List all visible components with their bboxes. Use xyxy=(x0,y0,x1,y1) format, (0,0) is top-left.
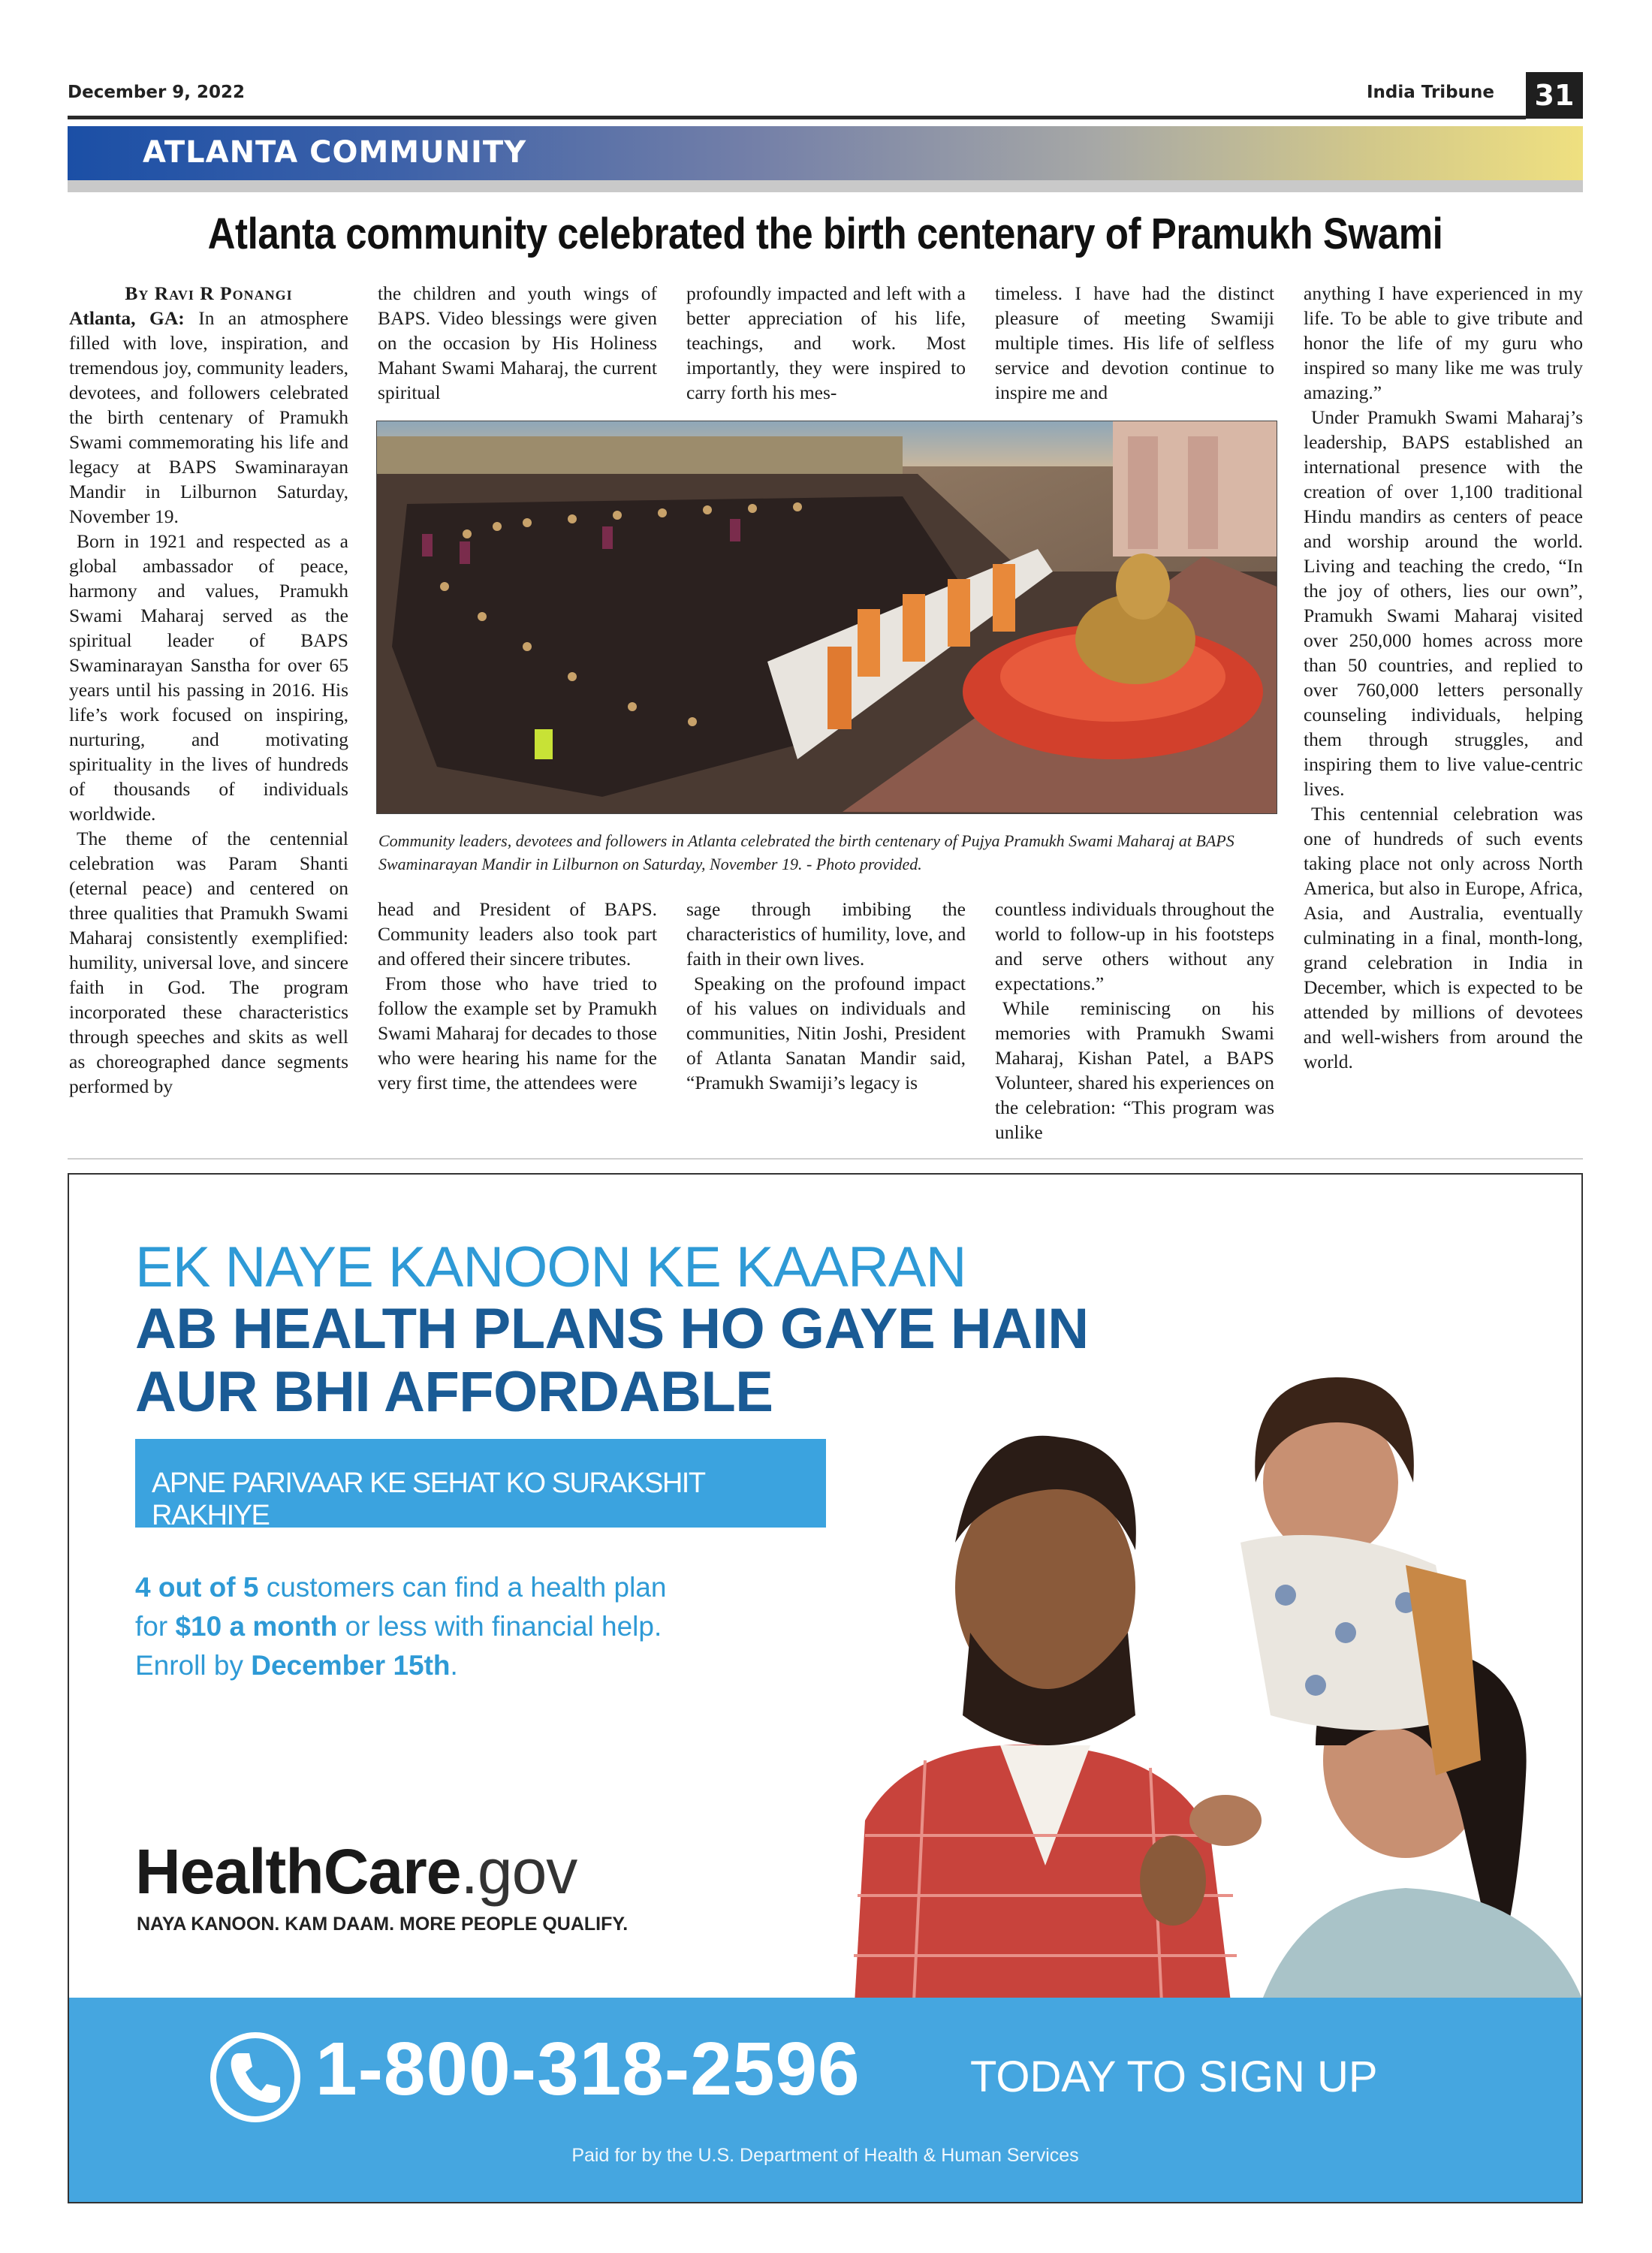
page-number: 31 xyxy=(1526,72,1583,119)
ad-call-bar xyxy=(69,1998,1581,2203)
publication-name: India Tribune xyxy=(1366,83,1494,102)
article-column-2-bottom xyxy=(378,897,657,1095)
ad-headline-line-3: AUR BHI AFFORDABLE xyxy=(135,1360,773,1424)
section-title: ATLANTA COMMUNITY xyxy=(143,135,527,170)
event-photo-illustration xyxy=(377,421,1277,813)
stat-text: Enroll by xyxy=(135,1650,252,1681)
article-column-3-bottom xyxy=(686,897,966,1095)
paragraph: While reminiscing on his memories with Pramukh Swami Maharaj, Kishan Patel, a BAPS Volunteer, shared his experiences on the celebration: “This program was unlike xyxy=(995,997,1274,1143)
paragraph: This centennial celebration was one of hundreds of such events taking place not only across North America, but also in Europe, Africa, Asia, and Australia, eventually culminating in a final, month-long, grand celebration in India in December, which is expected to be attended by millions of devotees and well-wishers from around the world. xyxy=(1304,803,1583,1072)
ad-subheadline-strip xyxy=(135,1439,826,1531)
paragraph: Under Pramukh Swami Maharaj’s leadership, BAPS established an international presence with the creation of over 1,100 traditional Hindu mandirs as centers of peace and worship around the world. Living and teaching the credo, “In the joy of others, lies our own”, Pramukh Swami Maharaj visited over 250,000 homes across more than 50 countries, and replied to over 760,000 letters personally counseling individuals, helping them through struggles, and inspiring them to live value-centric lives. xyxy=(1304,406,1583,800)
paragraph-text: In an atmosphere filled with love, inspiration, and tremendous joy, community leaders, devotees, and followers celebrated the birth centenary of Pramukh Swami commemorating his life and legacy at BAPS Swaminarayan Mandir in Lilburnon Saturday, November 19. xyxy=(69,307,348,527)
paragraph: sage through imbibing the characteristics of humility, love, and faith in their own lives. xyxy=(686,898,966,970)
byline: By Ravi R Ponangi xyxy=(125,282,293,304)
article-column-1 xyxy=(69,281,348,1099)
paragraph: anything I have experienced in my life. To be able to give tribute and honor the life of my guru who inspired so many like me was truly amazing.” xyxy=(1304,282,1583,403)
stat-highlight: December 15th xyxy=(251,1650,451,1681)
paragraph: countless individuals throughout the world to follow-up in his footsteps and serve others without any expectations.” xyxy=(995,898,1274,994)
logo-gov: .gov xyxy=(460,1836,577,1907)
article-column-4-bottom xyxy=(995,897,1274,1145)
article-column-5 xyxy=(1304,281,1583,1074)
stat-highlight: 4 out of 5 xyxy=(135,1572,259,1603)
paragraph: timeless. I have had the distinct pleasure of meeting Swamiji multiple times. His life of selfless service and devotion continue to inspire me and xyxy=(995,282,1274,403)
logo-care: Care xyxy=(323,1836,461,1907)
ad-headline-line-1: EK NAYE KANOON KE KAARAN xyxy=(135,1235,966,1299)
paragraph: From those who have tried to follow the example set by Pramukh Swami Maharaj for decades to those who were hearing his name for the very first time, the attendees were xyxy=(378,973,657,1093)
dateline: Atlanta, GA: xyxy=(69,307,185,329)
stat-text: for xyxy=(135,1611,176,1642)
ad-stats-text xyxy=(135,1568,666,1685)
article-headline: Atlanta community celebrated the birth centenary of Pramukh Swami xyxy=(207,210,1443,258)
ad-tagline: NAYA KANOON. KAM DAAM. MORE PEOPLE QUALIFY. xyxy=(137,1914,629,1935)
photo-caption: Community leaders, devotees and followers in Atlanta celebrated the birth centenary of Pujya Pramukh Swami Maharaj at BAPS Swaminarayan Mandir in Lilburnon on Saturday, November 19. - Photo provided. xyxy=(378,831,1234,873)
article-column-3-top xyxy=(686,281,966,405)
paragraph: Born in 1921 and respected as a global ambassador of peace, harmony and values, Pramukh Swami Maharaj served as the spiritual leader of BAPS Swaminarayan Sanstha for over 65 years until his passing in 2016. His life’s work focused on inspiring, nurturing, and motivating spirituality in the lives of hundreds of thousands of individuals worldwide. xyxy=(69,530,348,825)
section-band-shadow xyxy=(68,180,1583,192)
stat-highlight: $10 a month xyxy=(175,1611,338,1642)
paragraph: head and President of BAPS. Community leaders also took part and offered their sincere tributes. xyxy=(378,898,657,970)
paragraph: Speaking on the profound impact of his values on individuals and communities, Nitin Joshi, President of Atlanta Sanatan Mandir said, “Pramukh Swamiji’s legacy is xyxy=(686,973,966,1093)
section-separator xyxy=(68,1158,1583,1160)
ad-subheadline: APNE PARIVAAR KE SEHAT KO SURAKSHIT RAKHIYE xyxy=(152,1467,704,1531)
paragraph: profoundly impacted and left with a better appreciation of his life, teachings, and work. Most importantly, they were inspired to carry forth his mes- xyxy=(686,282,966,403)
paragraph xyxy=(69,306,348,529)
logo-health: Health xyxy=(135,1836,324,1907)
article-column-2-top xyxy=(378,281,657,405)
event-photo xyxy=(376,421,1277,814)
header-rule xyxy=(68,116,1526,119)
issue-date: December 9, 2022 xyxy=(68,83,246,102)
stat-text: customers can find a health plan xyxy=(258,1572,667,1603)
healthcare-gov-logo xyxy=(135,1835,577,1908)
stat-text: . xyxy=(450,1650,458,1681)
paragraph: the children and youth wings of BAPS. Video blessings were given on the occasion by His Holiness Mahant Swami Maharaj, the current spiritual xyxy=(378,282,657,403)
stat-text: or less with financial help. xyxy=(337,1611,662,1642)
family-photo-illustration xyxy=(820,1295,1583,2082)
healthcare-advertisement xyxy=(68,1173,1583,2203)
article-column-4-top xyxy=(995,281,1274,405)
section-band xyxy=(68,126,1583,180)
ad-headline-line-2: AB HEALTH PLANS HO GAYE HAIN xyxy=(135,1297,1089,1361)
phone-number[interactable]: 1-800-318-2596 xyxy=(315,2027,861,2111)
paid-for-notice: Paid for by the U.S. Department of Health & Human Services xyxy=(571,2145,1079,2166)
phone-icon xyxy=(209,2031,302,2124)
call-to-action: TODAY TO SIGN UP xyxy=(970,2052,1378,2101)
paragraph: The theme of the centennial celebration was Param Shanti (eternal peace) and centered on three qualities that Pramukh Swami Maharaj consistently exemplified: humility, universal love, and sincere faith in God. The program incorporated these characteristics through speeches and skits as well as choreographed dance segments performed by xyxy=(69,828,348,1097)
